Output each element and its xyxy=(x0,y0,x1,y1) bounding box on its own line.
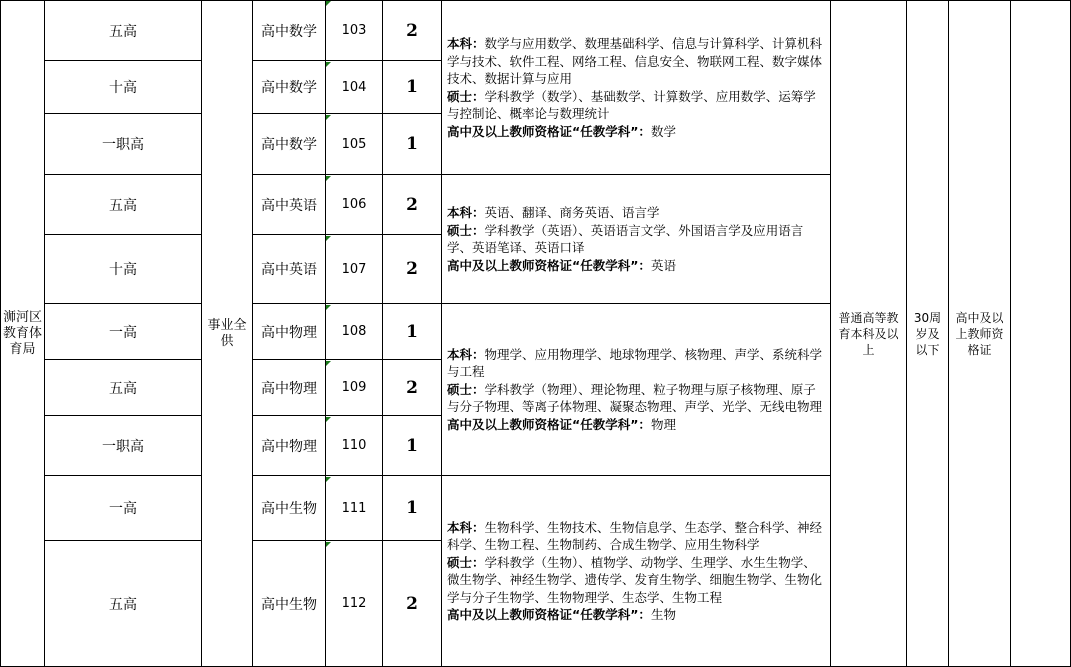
code-cell[interactable] xyxy=(326,541,383,667)
subject-text: 高中生物 xyxy=(261,596,317,613)
school-text: 十高 xyxy=(109,262,137,278)
school-cell[interactable] xyxy=(45,61,202,114)
count-text: 1 xyxy=(406,134,418,154)
school-cell[interactable] xyxy=(45,114,202,175)
certificate-label: 高中及以上教师资格证“任教学科”： xyxy=(447,123,651,139)
count-cell[interactable] xyxy=(383,235,442,304)
bachelor-majors: 物理学、应用物理学、地球物理学、核物理、声学、系统科学与工程 xyxy=(447,346,823,380)
certificate-label: 高中及以上教师资格证“任教学科”： xyxy=(447,607,651,622)
comment-marker-icon xyxy=(326,176,331,181)
count-text: 2 xyxy=(406,259,418,279)
subject-text: 高中物理 xyxy=(261,438,317,455)
subject-text: 高中英语 xyxy=(261,197,317,214)
department-cell[interactable] xyxy=(0,0,45,667)
subject-cell[interactable] xyxy=(253,360,326,416)
subject-text: 高中数学 xyxy=(261,23,317,40)
requirements-math-text xyxy=(447,35,827,140)
comment-marker-icon xyxy=(326,236,331,241)
certificate-subject: 物理 xyxy=(650,416,676,432)
bachelor-label: 本科： xyxy=(447,205,485,220)
school-text: 五高 xyxy=(109,596,137,613)
code-text: 106 xyxy=(341,197,367,212)
certificate-label: 高中及以上教师资格证“任教学科”： xyxy=(447,416,651,432)
school-cell[interactable] xyxy=(45,416,202,476)
funding-text: 事业全供 xyxy=(207,317,247,349)
count-cell[interactable] xyxy=(383,541,442,667)
count-text: 2 xyxy=(406,593,418,614)
age-text: 30周岁及以下 xyxy=(913,310,942,357)
subject-cell[interactable] xyxy=(253,175,326,235)
subject-text: 高中数学 xyxy=(261,137,317,153)
code-text: 108 xyxy=(341,324,367,339)
funding-cell[interactable] xyxy=(202,0,253,667)
bachelor-label: 本科： xyxy=(447,36,485,51)
count-cell[interactable] xyxy=(383,360,442,416)
comment-marker-icon xyxy=(326,115,331,120)
master-label: 硕士： xyxy=(447,88,485,104)
code-text: 111 xyxy=(341,500,367,516)
code-text: 104 xyxy=(341,79,367,95)
comment-marker-icon xyxy=(326,542,331,547)
master-label: 硕士： xyxy=(447,554,485,570)
certificate-subject: 生物 xyxy=(650,607,676,622)
count-text: 2 xyxy=(406,194,418,215)
certificate-subject: 数学 xyxy=(650,123,676,139)
code-cell[interactable] xyxy=(326,304,383,360)
school-text: 一高 xyxy=(109,324,137,341)
count-text: 1 xyxy=(406,498,418,518)
subject-cell[interactable] xyxy=(253,61,326,114)
subject-text: 高中物理 xyxy=(261,324,317,341)
count-cell[interactable] xyxy=(383,0,442,61)
school-text: 五高 xyxy=(109,23,137,40)
school-cell[interactable] xyxy=(45,541,202,667)
subject-cell[interactable] xyxy=(253,541,326,667)
subject-cell[interactable] xyxy=(253,304,326,360)
master-label: 硕士： xyxy=(447,222,485,238)
certificate-label: 高中及以上教师资格证“任教学科”： xyxy=(447,257,651,273)
bachelor-majors: 英语、翻译、商务英语、语言学 xyxy=(484,205,660,220)
subject-cell[interactable] xyxy=(253,235,326,304)
master-majors: 学科教学（物理）、理论物理、粒子物理与原子核物理、原子与分子物理、等离子体物理、凝聚态物理、声学、光学、无线电物理 xyxy=(447,381,823,415)
school-text: 五高 xyxy=(109,197,137,214)
count-cell[interactable] xyxy=(383,304,442,360)
department-text: 浉河区教育体育局 xyxy=(3,309,43,357)
subject-text: 高中英语 xyxy=(261,262,317,278)
qualification-cell[interactable] xyxy=(949,0,1011,667)
code-text: 112 xyxy=(341,596,367,611)
subject-cell[interactable] xyxy=(253,114,326,175)
remarks-cell[interactable] xyxy=(1011,0,1071,667)
code-cell[interactable] xyxy=(326,114,383,175)
bachelor-label: 本科： xyxy=(447,519,485,535)
count-cell[interactable] xyxy=(383,61,442,114)
requirements-physics-text xyxy=(447,346,827,434)
age-cell[interactable] xyxy=(907,0,949,667)
requirements-biology-text xyxy=(447,519,827,624)
certificate-subject: 英语 xyxy=(650,257,676,273)
code-cell[interactable] xyxy=(326,360,383,416)
school-text: 十高 xyxy=(109,80,137,96)
code-cell[interactable] xyxy=(326,61,383,114)
count-cell[interactable] xyxy=(383,175,442,235)
bachelor-label: 本科： xyxy=(447,346,485,362)
count-cell[interactable] xyxy=(383,114,442,175)
master-majors: 学科教学（生物）、植物学、动物学、生理学、水生生物学、微生物学、神经生物学、遗传学、发育生物学、细胞生物学、生物化学与分子生物学、生物物理学、生态学、生物工程 xyxy=(447,554,823,605)
code-text: 103 xyxy=(341,23,367,38)
subject-text: 高中物理 xyxy=(261,380,317,397)
requirements-english-cell[interactable] xyxy=(442,175,831,304)
subject-cell[interactable] xyxy=(253,476,326,541)
education-text: 普通高等教育本科及以上 xyxy=(838,310,899,357)
master-label: 硕士： xyxy=(447,381,485,397)
count-text: 2 xyxy=(406,377,418,398)
school-text: 五高 xyxy=(109,380,137,397)
code-text: 110 xyxy=(341,438,367,453)
qualification-text: 高中及以上教师资格证 xyxy=(955,310,1004,357)
school-text: 一职高 xyxy=(102,438,144,455)
subject-text: 高中生物 xyxy=(261,501,317,517)
bachelor-majors: 数学与应用数学、数理基础科学、信息与计算科学、计算机科学与技术、软件工程、网络工程、信息安全、物联网工程、数字媒体技术、数据计算与应用 xyxy=(447,36,823,86)
school-cell[interactable] xyxy=(45,360,202,416)
code-cell[interactable] xyxy=(326,476,383,541)
count-cell[interactable] xyxy=(383,416,442,476)
school-cell[interactable] xyxy=(45,476,202,541)
school-text: 一高 xyxy=(109,501,137,517)
school-text: 一职高 xyxy=(102,137,144,153)
comment-marker-icon xyxy=(326,477,331,482)
school-cell[interactable] xyxy=(45,0,202,61)
comment-marker-icon xyxy=(326,62,331,67)
count-cell[interactable] xyxy=(383,476,442,541)
requirements-math-cell[interactable] xyxy=(442,0,831,175)
school-cell[interactable] xyxy=(45,175,202,235)
education-cell[interactable] xyxy=(831,0,907,667)
requirements-english-text xyxy=(447,204,827,274)
count-text: 1 xyxy=(406,435,418,456)
comment-marker-icon xyxy=(326,305,331,310)
master-majors: 学科教学（数学）、基础数学、计算数学、应用数学、运筹学与控制论、概率论与数理统计 xyxy=(447,88,816,121)
bachelor-majors: 生物科学、生物技术、生物信息学、生态学、整合科学、神经科学、生物工程、生物制药、合成生物学、应用生物科学 xyxy=(447,519,823,552)
code-text: 107 xyxy=(341,261,367,277)
count-text: 2 xyxy=(406,20,418,41)
code-cell[interactable] xyxy=(326,0,383,61)
code-cell[interactable] xyxy=(326,175,383,235)
comment-marker-icon xyxy=(326,1,331,6)
master-majors: 学科教学（英语）、英语语言文学、外国语言学及应用语言学、英语笔译、英语口译 xyxy=(447,222,804,255)
subject-cell[interactable] xyxy=(253,0,326,61)
requirements-physics-cell[interactable] xyxy=(442,304,831,476)
code-cell[interactable] xyxy=(326,416,383,476)
school-cell[interactable] xyxy=(45,304,202,360)
subject-text: 高中数学 xyxy=(261,80,317,96)
comment-marker-icon xyxy=(326,417,331,422)
subject-cell[interactable] xyxy=(253,416,326,476)
code-text: 105 xyxy=(341,136,367,152)
code-cell[interactable] xyxy=(326,235,383,304)
school-cell[interactable] xyxy=(45,235,202,304)
count-text: 1 xyxy=(406,77,418,97)
comment-marker-icon xyxy=(326,361,331,366)
count-text: 1 xyxy=(406,321,418,342)
requirements-biology-cell[interactable] xyxy=(442,476,831,667)
code-text: 109 xyxy=(341,380,367,395)
